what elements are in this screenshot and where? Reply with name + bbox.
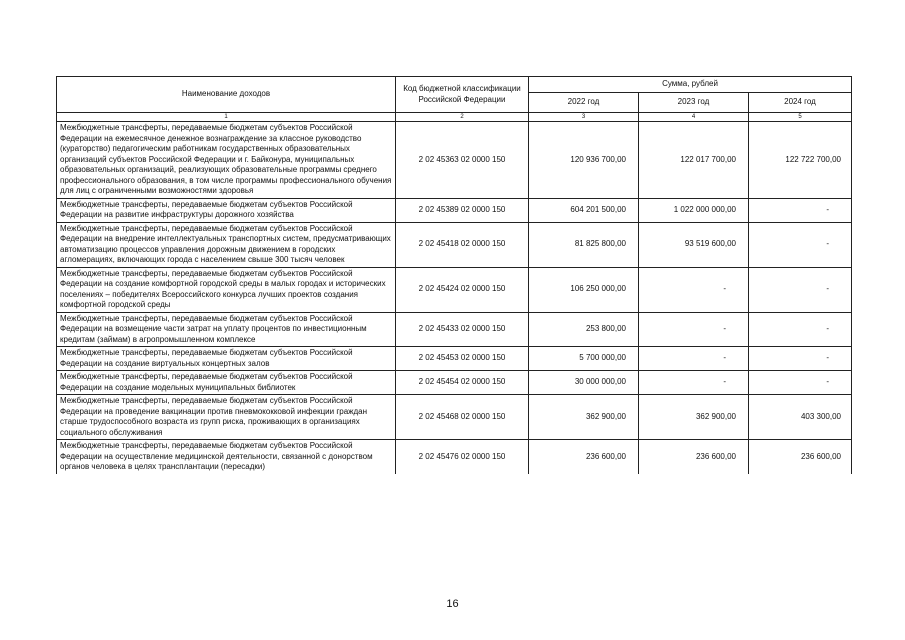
amount-2023: - [639,312,749,347]
amount-2023: - [639,347,749,371]
column-number: 5 [749,113,852,122]
amount-2024: 236 600,00 [749,440,852,474]
revenue-name: Межбюджетные трансферты, передаваемые бюджетам субъектов Российской Федерации на создание комфортной городской среды в малых городах и исторических поселениях – победителях Всероссийского конкурса лучших проектов создания комфортной городской среды [57,267,396,312]
header-year-2024: 2024 год [749,93,852,113]
amount-2022: 81 825 800,00 [529,222,639,267]
budget-code: 2 02 45424 02 0000 150 [396,267,529,312]
revenue-name: Межбюджетные трансферты, передаваемые бюджетам субъектов Российской Федерации на внедрение интеллектуальных транспортных систем, предусматривающих автоматизацию процессов управления дорожным движением в городских агломерациях, включающих города с населением свыше 300 тысяч человек [57,222,396,267]
amount-2022: 5 700 000,00 [529,347,639,371]
table-row [57,440,852,474]
amount-2024: - [749,312,852,347]
budget-code: 2 02 45454 02 0000 150 [396,371,529,395]
amount-2022: 106 250 000,00 [529,267,639,312]
amount-2023: 122 017 700,00 [639,122,749,199]
revenue-name: Межбюджетные трансферты, передаваемые бюджетам субъектов Российской Федерации на проведение вакцинации против пневмококковой инфекции граждан старше трудоспособного возраста из групп риска, проживающих в организациях социального обслуживания [57,395,396,440]
header-name: Наименование доходов [57,77,396,113]
amount-2022: 120 936 700,00 [529,122,639,199]
budget-revenue-table [56,76,852,474]
amount-2023: - [639,267,749,312]
amount-2022: 604 201 500,00 [529,198,639,222]
revenue-name: Межбюджетные трансферты, передаваемые бюджетам субъектов Российской Федерации на создание модельных муниципальных библиотек [57,371,396,395]
column-number: 2 [396,113,529,122]
budget-code: 2 02 45468 02 0000 150 [396,395,529,440]
header-year-2022: 2022 год [529,93,639,113]
budget-code: 2 02 45476 02 0000 150 [396,440,529,474]
table-row [57,267,852,312]
table-row [57,312,852,347]
amount-2024: - [749,198,852,222]
budget-code: 2 02 45453 02 0000 150 [396,347,529,371]
amount-2024: - [749,347,852,371]
amount-2024: - [749,371,852,395]
amount-2022: 30 000 000,00 [529,371,639,395]
revenue-name: Межбюджетные трансферты, передаваемые бюджетам субъектов Российской Федерации на возмещение части затрат на уплату процентов по инвестиционным кредитам (займам) в агропромышленном комплексе [57,312,396,347]
budget-code: 2 02 45389 02 0000 150 [396,198,529,222]
revenue-name: Межбюджетные трансферты, передаваемые бюджетам субъектов Российской Федерации на развитие инфраструктуры дорожного хозяйства [57,198,396,222]
column-number-row [57,113,852,122]
amount-2024: 403 300,00 [749,395,852,440]
amount-2024: 122 722 700,00 [749,122,852,199]
table-row [57,395,852,440]
header-sum: Сумма, рублей [529,77,852,93]
amount-2024: - [749,222,852,267]
amount-2023: 1 022 000 000,00 [639,198,749,222]
table-row [57,222,852,267]
amount-2023: 362 900,00 [639,395,749,440]
revenue-name: Межбюджетные трансферты, передаваемые бюджетам субъектов Российской Федерации на осуществление медицинской деятельности, связанной с донорством органов человека в целях трансплантации (пересадки) [57,440,396,474]
budget-code: 2 02 45433 02 0000 150 [396,312,529,347]
revenue-name: Межбюджетные трансферты, передаваемые бюджетам субъектов Российской Федерации на создание виртуальных концертных залов [57,347,396,371]
header-code: Код бюджетной классификации Российской Федерации [396,77,529,113]
page-number: 16 [446,598,459,610]
column-number: 3 [529,113,639,122]
amount-2022: 236 600,00 [529,440,639,474]
column-number: 4 [639,113,749,122]
revenue-name: Межбюджетные трансферты, передаваемые бюджетам субъектов Российской Федерации на ежемесячное денежное вознаграждение за классное руководство (кураторство) педагогическим работникам государственных образовательных организаций субъектов Российской Федерации и г. Байконура, муниципальных образовательных организаций, реализующих образовательные программы среднего профессионального образования, в том числе программы профессионального обучения для лиц с ограниченными возможностями здоровья [57,122,396,199]
table-row [57,122,852,199]
amount-2022: 362 900,00 [529,395,639,440]
table-row [57,347,852,371]
table-row [57,198,852,222]
amount-2023: 236 600,00 [639,440,749,474]
amount-2022: 253 800,00 [529,312,639,347]
amount-2023: 93 519 600,00 [639,222,749,267]
amount-2024: - [749,267,852,312]
column-number: 1 [57,113,396,122]
header-year-2023: 2023 год [639,93,749,113]
budget-code: 2 02 45418 02 0000 150 [396,222,529,267]
amount-2023: - [639,371,749,395]
table-row [57,371,852,395]
budget-code: 2 02 45363 02 0000 150 [396,122,529,199]
